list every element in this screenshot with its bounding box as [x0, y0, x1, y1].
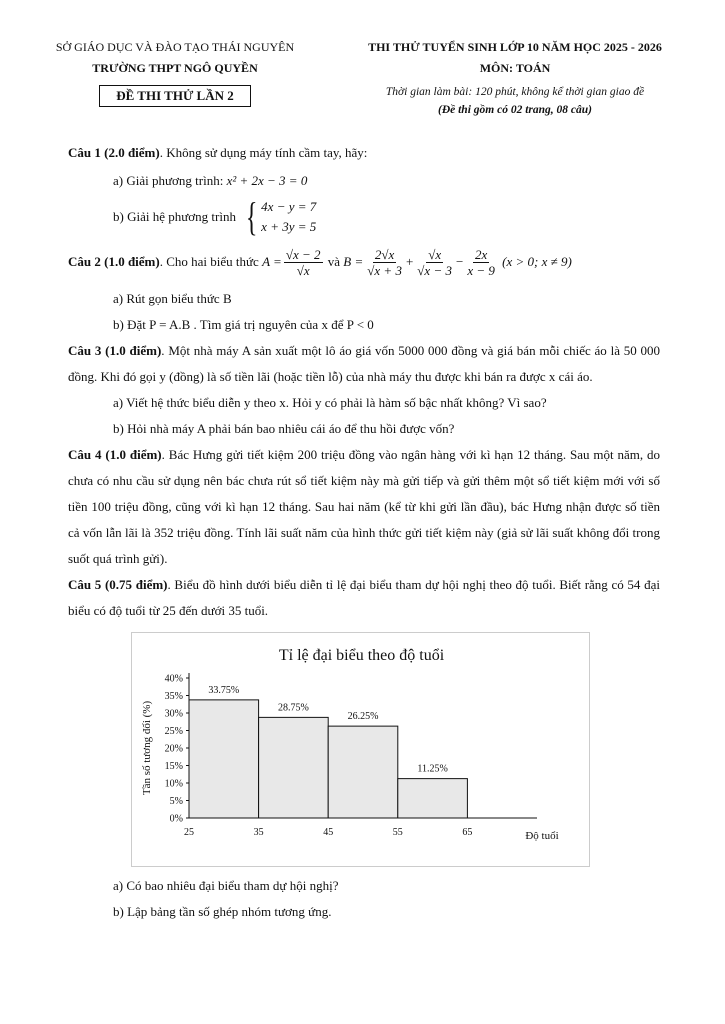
system-equation-1: 4x − y = 7: [261, 199, 317, 214]
question-2b: b) Đặt P = A.B . Tìm giá trị nguyên của x để P < 0: [113, 317, 374, 332]
expr-b-term2: [415, 247, 454, 278]
question-3-title: Câu 3 (1.0 điểm): [68, 343, 162, 358]
question-2: [68, 242, 660, 282]
domain-condition: (x > 0; x ≠ 9): [502, 254, 572, 269]
expr-b-term2-numerator: √x: [428, 246, 442, 262]
exam-title: THI THỬ TUYỂN SINH LỚP 10 NĂM HỌC 2025 - 2026: [368, 40, 662, 54]
expr-b-label: B =: [343, 254, 364, 269]
histogram-bar: [328, 726, 398, 818]
question-1-text: . Không sử dụng máy tính cầm tay, hãy:: [159, 145, 368, 160]
brace-icon: {: [245, 194, 258, 239]
expr-b-term1-numerator: 2√x: [374, 246, 395, 262]
department-name: SỞ GIÁO DỤC VÀ ĐÀO TẠO THÁI NGUYÊN: [55, 40, 295, 54]
question-3: [68, 338, 660, 390]
question-5-text: . Biểu đồ hình dưới biểu diễn tỉ lệ đại biểu tham dự hội nghị theo độ tuổi. Biết rằng có 54 đại biểu có độ tuổi từ 25 đến dưới 35 tuổi.: [68, 577, 660, 618]
plus-sign: +: [405, 254, 414, 269]
exam-label-box: ĐỀ THI THỬ LẦN 2: [99, 85, 251, 107]
expr-a-denominator: √x: [296, 262, 310, 278]
question-3-text: . Một nhà máy A sản xuất một lô áo giá vốn 5000 000 đồng và giá bán mỗi chiếc áo là 50 000 đồng. Khi đó gọi y (đồng) là số tiền lãi (hoặc tiền lỗ) của nhà máy thu được khi bán ra được x cái áo.: [68, 343, 661, 384]
y-tick-label: 0%: [169, 813, 183, 825]
x-axis-label: Độ tuổi: [525, 830, 559, 842]
expr-b-term1: [365, 247, 404, 278]
subject-name: MÔN: TOÁN: [479, 61, 551, 75]
question-5-title: Câu 5 (0.75 điểm): [68, 577, 168, 592]
age-distribution-chart: [131, 632, 590, 867]
bar-value-label: 28.75%: [277, 702, 309, 714]
question-5a: a) Có bao nhiêu đại biểu tham dự hội nghị?: [113, 878, 339, 893]
expr-b-term3-denominator: x − 9: [467, 262, 495, 278]
pages-note: (Đề thi gồm có 02 trang, 08 câu): [438, 104, 592, 116]
y-tick-label: 30%: [164, 708, 183, 720]
question-1a-text: a) Giải phương trình:: [113, 173, 224, 188]
histogram-bar: [398, 779, 468, 818]
header-left: [30, 38, 320, 107]
y-tick-label: 10%: [164, 778, 183, 790]
y-tick-label: 35%: [164, 691, 183, 702]
expr-b-term3-numerator: 2x: [474, 246, 488, 262]
question-1: [68, 140, 660, 166]
question-1a-equation: x² + 2x − 3 = 0: [226, 173, 308, 188]
question-3a: a) Viết hệ thức biểu diễn y theo x. Hỏi y có phải là hàm số bậc nhất không? Vì sao?: [113, 395, 547, 410]
x-tick-label: 65: [462, 827, 473, 838]
histogram-bar: [189, 700, 259, 818]
question-4: [68, 442, 660, 572]
y-tick-label: 5%: [169, 796, 183, 807]
x-tick-label: 55: [392, 827, 403, 838]
system-equation-2: x + 3y = 5: [261, 219, 317, 234]
question-1b-text: b) Giải hệ phương trình: [113, 209, 236, 224]
question-4-title: Câu 4 (1.0 điểm): [68, 447, 162, 462]
question-3b: b) Hỏi nhà máy A phải bán bao nhiêu cái áo để thu hồi được vốn?: [113, 421, 455, 436]
question-2a: a) Rút gọn biểu thức B: [113, 291, 232, 306]
chart-title: Tỉ lệ đại biểu theo độ tuổi: [278, 647, 445, 664]
chart-svg: [132, 633, 591, 868]
header-right: [330, 38, 700, 120]
x-tick-label: 25: [184, 827, 194, 838]
expr-b-term2-denominator: √x − 3: [417, 262, 452, 278]
expr-a-fraction: [284, 247, 323, 278]
equation-system: [242, 194, 317, 239]
school-name: TRƯỜNG THPT NGÔ QUYỀN: [92, 61, 258, 75]
expr-a-numerator: √x − 2: [285, 246, 321, 262]
question-1b: [68, 194, 660, 240]
minus-sign: −: [455, 254, 464, 269]
time-note: Thời gian làm bài: 120 phút, không kể thời gian giao đề: [385, 86, 645, 98]
bar-value-label: 26.25%: [347, 711, 379, 723]
x-tick-label: 45: [323, 827, 334, 838]
y-tick-label: 15%: [164, 761, 183, 772]
and-word: và: [327, 254, 341, 269]
bar-value-label: 11.25%: [417, 763, 448, 775]
expr-b-term1-denominator: √x + 3: [367, 262, 402, 278]
question-2-title: Câu 2 (1.0 điểm): [68, 254, 160, 269]
exam-content: [68, 140, 660, 925]
y-axis-label: Tần số tương đối (%): [141, 700, 153, 796]
x-tick-label: 35: [253, 827, 264, 838]
y-tick-label: 20%: [164, 743, 183, 755]
question-1-title: Câu 1 (2.0 điểm): [68, 145, 160, 160]
question-4-text: . Bác Hưng gửi tiết kiệm 200 triệu đồng vào ngân hàng với kì hạn 12 tháng. Sau một năm, do chưa có nhu cầu sử dụng nên bác chưa rút sổ tiết kiệm này mà gửi tiếp và gửi thêm một sổ tiết kiệm mới với số tiền 100 triệu đồng, cũng với kì hạn 12 tháng. Sau hai năm (kể từ khi gửi lần đầu), bác Hưng nhận được số tiền cả vốn lẫn lãi là 352 triệu đồng. Tính lãi suất năm của hình thức gửi tiết kiệm này (giả sử lãi suất không đổi trong suốt quá trình gửi).: [68, 447, 661, 566]
question-1a: [68, 168, 660, 194]
expr-b-term3: [465, 247, 497, 278]
histogram-bar: [259, 717, 329, 818]
question-2-text: . Cho hai biểu thức: [159, 254, 259, 269]
y-tick-label: 40%: [164, 673, 183, 685]
y-tick-label: 25%: [164, 726, 183, 737]
question-5b: b) Lập bảng tần số ghép nhóm tương ứng.: [113, 904, 332, 919]
question-5: [68, 572, 660, 624]
bar-value-label: 33.75%: [208, 684, 240, 696]
expr-a-label: A =: [262, 254, 282, 269]
